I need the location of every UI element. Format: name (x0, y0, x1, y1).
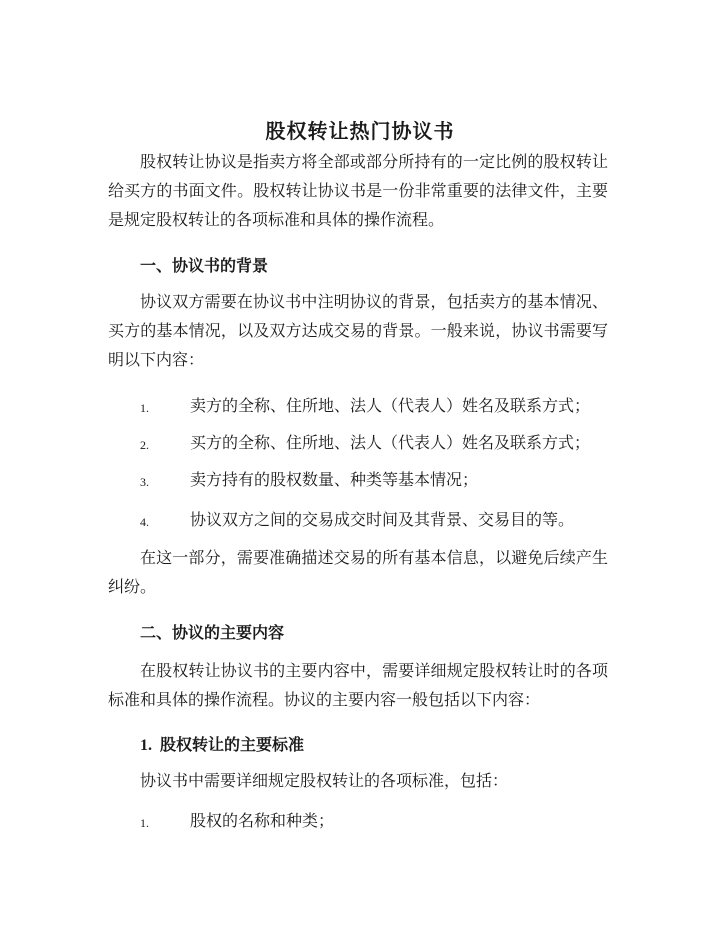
section1-closing-paragraph: 在这一部分，需要准确描述交易的所有基本信息，以避免后续产生纠纷。 (108, 548, 608, 596)
subsection-heading (140, 734, 304, 757)
list-item-number: 3. (140, 475, 149, 489)
list-item-number: 1. (140, 816, 149, 830)
document-title: 股权转让热门协议书 (265, 119, 455, 143)
section1-paragraph: 协议双方需要在协议书中注明协议的背景，包括卖方的基本情况、买方的基本情况，以及双方达成交易的背景。一般来说，协议书需要写明以下内容： (108, 292, 608, 369)
list-item-text: 协议双方之间的交易成交时间及其背景、交易目的等。 (190, 510, 575, 529)
intro-paragraph: 股权转让协议是指卖方将全部或部分所持有的一定比例的股权转让给买方的书面文件。股权转让协议书是一份非常重要的法律文件，主要是规定股权转让的各项标准和具体的操作流程。 (108, 152, 608, 229)
section2-heading: 二、协议的主要内容 (140, 623, 285, 642)
list-item-text: 卖方的全称、住所地、法人（代表人）姓名及联系方式； (190, 396, 591, 415)
list-item-text: 卖方持有的股权数量、种类等基本情况； (190, 470, 479, 489)
list-item-text: 股权的名称和种类； (190, 811, 335, 830)
subsection-label: 股权转让的主要标准 (160, 735, 305, 754)
list-item-number: 1. (140, 401, 149, 415)
subsection-number: 1. (140, 737, 152, 754)
subsection-paragraph: 协议书中需要详细规定股权转让的各项标准，包括： (140, 771, 509, 790)
list-item-text: 买方的全称、住所地、法人（代表人）姓名及联系方式； (190, 433, 591, 452)
section1-heading: 一、协议书的背景 (140, 256, 269, 275)
list-item-number: 2. (140, 438, 149, 452)
list-item-number: 4. (140, 515, 149, 529)
section2-paragraph: 在股权转让协议书的主要内容中，需要详细规定股权转让时的各项标准和具体的操作流程。协议的主要内容一般包括以下内容： (108, 661, 608, 709)
